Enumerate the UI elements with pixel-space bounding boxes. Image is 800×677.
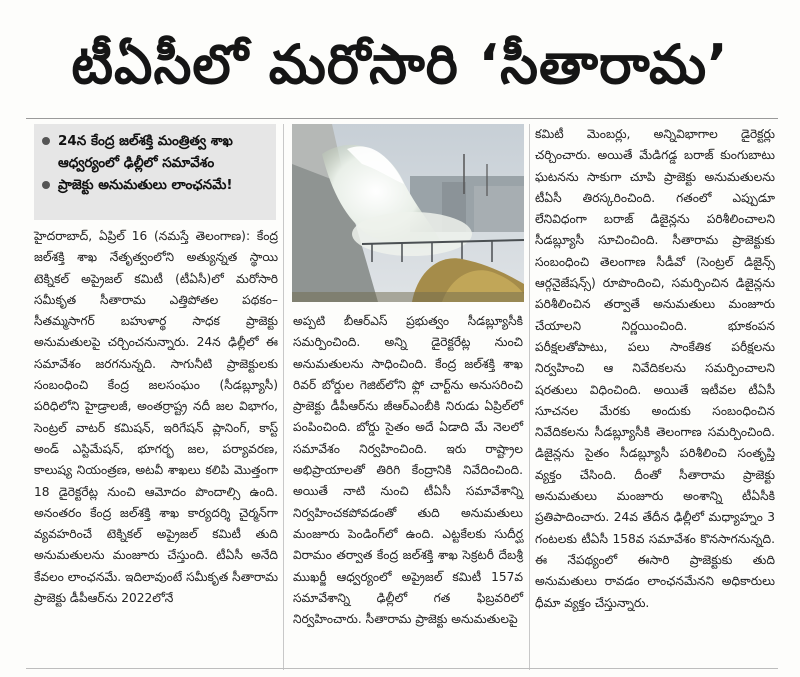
article-column-3 [535, 124, 775, 614]
column-text: హైదరాబాద్, ఏప్రిల్ 16 (నమస్తే తెలంగాణ): కేంద్ర జల్‌శక్తి శాఖ నేతృత్వంలోని అత్యున్నత స్థాయి టెక్నికల్ అప్రైజల్ కమిటీ (టీఏసీ)లో మరోసారి సమీకృత సీతారామ ఎత్తిపోతల పథకం– సీతమ్మసాగర్ బహుళార్థ సాధక ప్రాజెక్టు అనుమతులపై చర్చించనున్నారు. 24న ఢిల్లీలో ఈ సమావేశం జరగనున్నది. సాగునీటి ప్రాజెక్టులకు సంబంధించి కేంద్ర జలసంఘం (సీడబ్ల్యూసీ) పరిధిలోని హైడ్రాలజీ, అంతర్రాష్ట్ర నదీ జల విభాగం, సెంట్రల్ వాటర్ కమిషన్, ఇరిగేషన్ ప్లానింగ్, కాస్ట్ అండ్ ఎస్టిమేషన్, భూగర్భ జల, పర్యావరణ, కాలుష్య నియంత్రణ, అటవీ శాఖలు కలిపి మొత్తంగా 18 డైరెక్టరేట్ల నుంచి ఆమోదం పొందాల్సి ఉంది. అనంతరం కేంద్ర జల్‌శక్తి శాఖ కార్యదర్శి చైర్మన్‌గా వ్యవహరించే టెక్నికల్ అప్రైజల్ కమిటీ తుది అనుమతులను మంజూరు చేస్తుంది. టీఏసీ అనేది కేవలం లాంఛనమే. ఇదిలావుంటే సమీకృత సీతారామ ప్రాజెక్టు డీపీఆర్‌ను 2022లోనే [34, 229, 278, 606]
column-text: కమిటీ మెంబర్లు, అన్నివిభాగాల డైరెక్టర్లు చర్చించారు. అయితే మేడిగడ్డ బరాజ్ కుంగుబాటు ఘటనను సాకుగా చూపి ప్రాజెక్టు అనుమతులను టీఏసీ తిరస్కరించింది. గతంలో ఎప్పుడూ లేనివిధంగా బరాజ్ డిజైన్లను పరిశీలించాలని సీడబ్ల్యూసీ సూచించింది. సీతారామ ప్రాజెక్టుకు సంబంధించి తెలంగాణ సీడీవో (సెంట్రల్ డిజైన్స్ ఆర్గనైజేషన్స్) రూపొందించి, సమర్పించిన డిజైన్లను పరిశీలించిన తర్వాతే అనుమతులు మంజూరు చేయాలని నిర్ణయించింది. భూకంపన పరీక్షలతోపాటు, పలు సాంకేతిక పరీక్షలను నిర్వహించి ఆ నివేదికలను సమర్పించాలని షరతులు విధించింది. అయితే ఇటీవల టీఏసీ సూచనల మేరకు అందుకు సంబంధించిన నివేదికలను సీడబ్ల్యూసీకి తెలంగాణ సమర్పించింది. డిజైన్లను సైతం సీడబ్ల్యూసీ పరిశీలించి సంతృప్తి వ్యక్తం చేసింది. దీంతో సీతారామ ప్రాజెక్టు అనుమతులు మంజూరు అంశాన్ని టీఏసీకి ప్రతిపాదించారు. 24వ తేదీన ఢిల్లీలో మధ్యాహ్నం 3 గంటలకు టీఏసీ 158వ సమావేశం కొనసాగనున్నది. ఈ నేపథ్యంలో ఈసారి ప్రాజెక్టుకు తుది అనుమతులు రావడం లాంఛనమేనని అధికారులు ధీమా వ్యక్తం చేస్తున్నారు. [535, 127, 775, 610]
deck-box [34, 124, 276, 220]
bottom-divider [26, 668, 778, 669]
dam-photo [292, 124, 524, 302]
column-text: అప్పటి బీఆర్‌ఎస్ ప్రభుత్వం సీడబ్ల్యూసీకి సమర్పించింది. అన్ని డైరెక్టరేట్ల నుంచి అనుమతులను సాధించింది. కేంద్ర జల్‌శక్తి శాఖ రివర్ బోర్డుల గెజిట్‌లోని ఫ్లో చార్ట్‌ను అనుసరించి ప్రాజెక్టు డీపీఆర్‌ను జీఆర్‌ఎంబీకి నిరుడు ఏప్రిల్‌లో పంపించింది. బోర్డు సైతం అదే ఏడాది మే నెలలో సమావేశం నిర్వహించింది. ఇరు రాష్ట్రాల అభిప్రాయాలతో తిరిగి కేంద్రానికి నివేదించింది. అయితే నాటి నుంచి టీఏసీ సమావేశాన్ని నిర్వహించకపోవడంతో తుది అనుమతులు మంజూరు పెండింగ్‌లో ఉంది. ఎట్టకేలకు సుదీర్ఘ విరామం తర్వాత కేంద్ర జల్‌శక్తి శాఖ సెక్రటరీ దేబశ్రీ ముఖర్జీ ఆధ్వర్యంలో అప్రైజల్ కమిటీ 157వ సమావేశాన్ని ఢిల్లీలో గత ఫిబ్రవరిలో నిర్వహించారు. సీతారామ ప్రాజెక్టు అనుమతులపై [293, 314, 523, 627]
bullet-icon [42, 137, 50, 145]
headline: టీఏసీలో మరోసారి ‘సీతారామ’ [71, 33, 729, 96]
bullet-icon [42, 181, 50, 189]
article-column-1 [34, 226, 278, 609]
column-divider [529, 124, 530, 670]
deck-text: ప్రాజెక్టు అనుమతులు లాంఛనమే! [58, 177, 233, 193]
deck-item [42, 130, 268, 174]
dam-spillway-image [292, 124, 524, 302]
deck-item [42, 174, 268, 196]
column-divider [283, 124, 284, 670]
deck-text: 24న కేంద్ర జల్‌శక్తి మంత్రిత్వ శాఖ ఆధ్వర్యంలో ఢిల్లీలో సమావేశం [58, 133, 233, 171]
article-column-2 [293, 311, 523, 630]
headline-divider [26, 118, 778, 119]
